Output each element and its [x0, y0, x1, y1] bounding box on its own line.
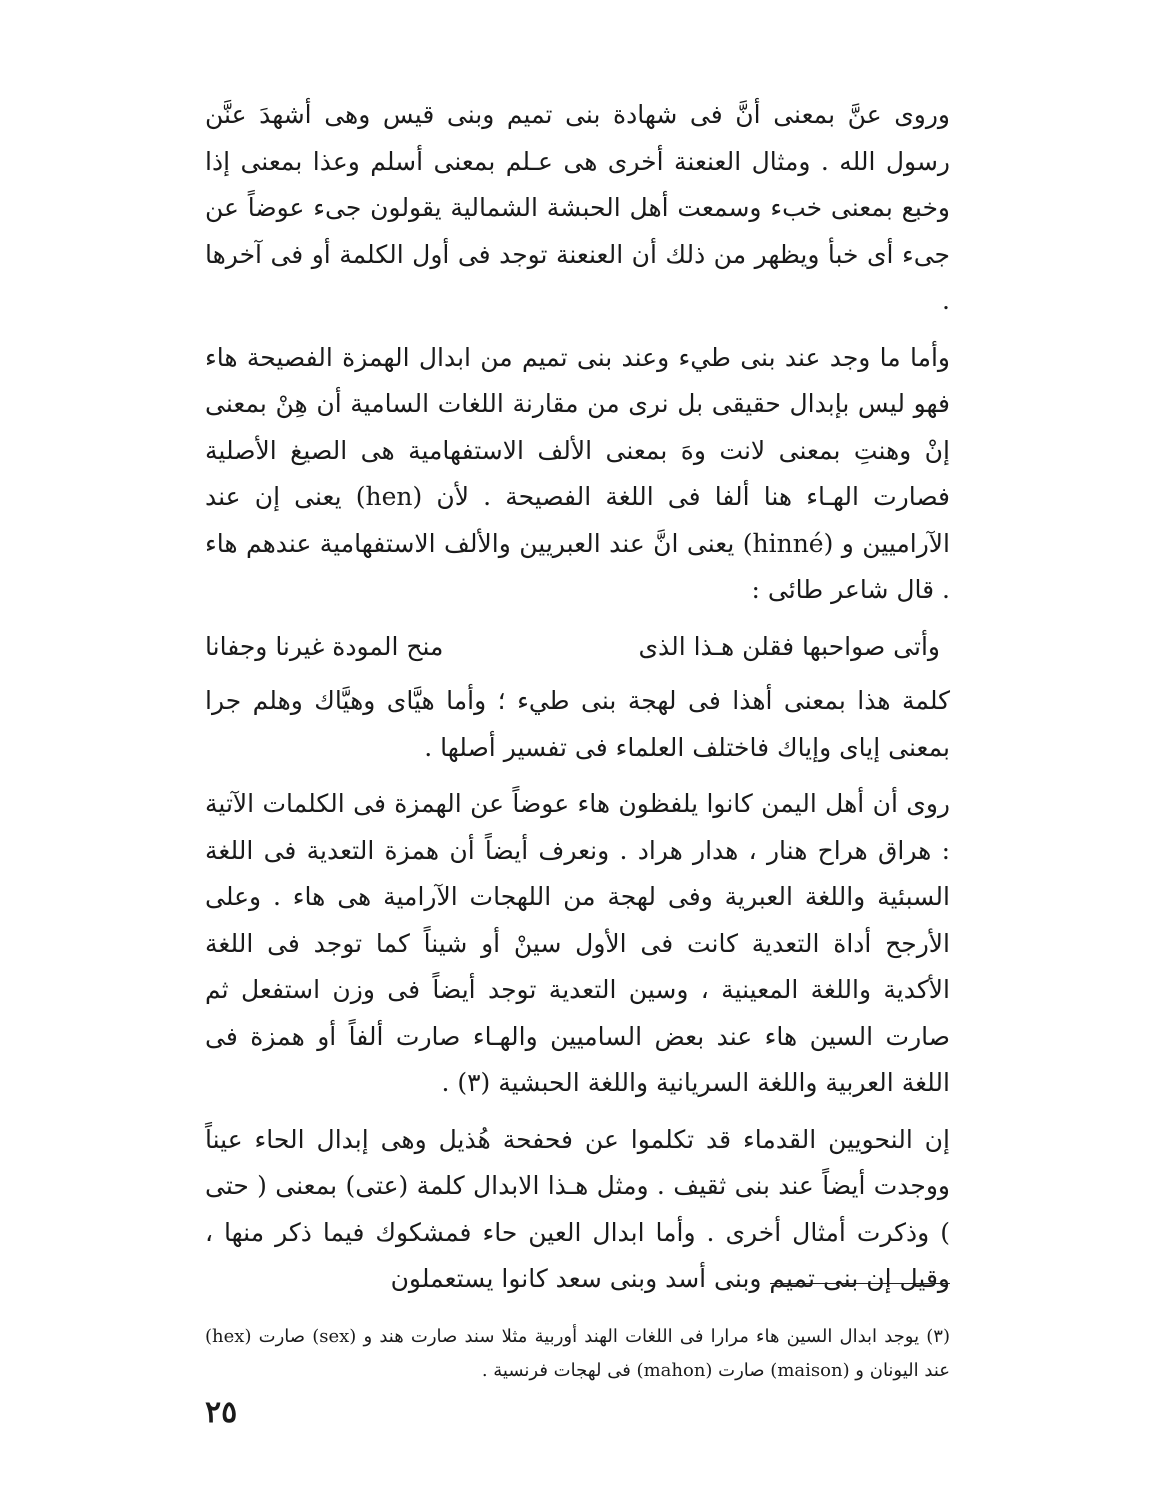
paragraph-4: روى أن أهل اليمن كانوا يلفظون هاء عوضاً عن الهمزة فى الكلمات الآتية : هراق هراح هنار ، هدار هراد . ونعرف أيضاً أن همزة التعدية فى اللغة السبئية واللغة العبرية وفى لهجة من اللهجات الآرامية هى هاء . وعلى الأرجح أداة التعدية كانت فى الأول سينْ أو شيناً كما توجد فى اللغة الأكدية واللغة المعينية ، وسين التعدية توجد أيضاً فى وزن استفعل ثم صارت السين هاء عند بعض الساميين والهـاء صارت ألفاً أو همزة فى اللغة العربية واللغة السريانية واللغة الحبشية (٣) .	[205, 789, 950, 1097]
paragraph-3: كلمة هذا بمعنى أهذا فى لهجة بنى طيء ؛ وأما هيَّاى وهيَّاك وهلم جرا بمعنى إياى وإياك فاختلف العلماء فى تفسير أصلها .	[205, 686, 950, 762]
poetry-verse	[205, 624, 950, 671]
page-number: ٢٥	[205, 1395, 238, 1430]
paragraph-1: وروى عنَّ بمعنى أنَّ فى شهادة بنى تميم وبنى قيس وهى أشهدَ عنَّن رسول الله . ومثال العنعنة أخرى هى عـلم بمعنى أسلم وعذا بمعنى إذا وخبع بمعنى خبء وسمعت أهل الحبشة الشمالية يقولون جىء عوضاً عن جىء أى خبأ ويظهر من ذلك أن العنعنة توجد فى أول الكلمة أو فى آخرها .	[205, 100, 950, 315]
paragraph-5: إن النحويين القدماء قد تكلموا عن فحفحة هُذيل وهى إبدال الحاء عيناً ووجدت أيضاً عند بنى ثقيف . ومثل هـذا الابدال كلمة (عتى) بمعنى ( حتى ) وذكرت أمثال أخرى . وأما ابدال العين حاء فمشكوك فيما ذكر منها ، وقيل إن بنى تميم وبنى أسد وبنى سعد كانوا يستعملون	[205, 1124, 950, 1293]
body-text	[205, 92, 950, 1303]
verse-second-hemistich: منح المودة غيرنا وجفانا	[205, 631, 444, 661]
verse-first-hemistich: وأتى صواحبها فقلن هـذا الذى	[638, 631, 940, 661]
paragraph-2: وأما ما وجد عند بنى طيء وعند بنى تميم من ابدال الهمزة الفصيحة هاء فهو ليس بإبدال حقيقى بل نرى من مقارنة اللغات السامية أن هِنْ بمعنى إنْ وهنتِ بمعنى لانت وهَ بمعنى الألف الاستفهامية هى الصيغ الأصلية فصارت الهـاء هنا ألفا فى اللغة الفصيحة . لأن (hen) يعنى إن عند الآراميين و (hinné) يعنى انَّ عند العبريين والألف الاستفهامية عندهم هاء . قال شاعر طائى :	[205, 342, 951, 604]
footnote: (٣) يوجد ابدال السين هاء مرارا فى اللغات الهند أوربية مثلا سند صارت هند و (sex) صارت (hex) عند اليونان و (maison) صارت (mahon) فى لهجات فرنسية .	[205, 1326, 950, 1381]
footnote-divider	[770, 1283, 950, 1284]
